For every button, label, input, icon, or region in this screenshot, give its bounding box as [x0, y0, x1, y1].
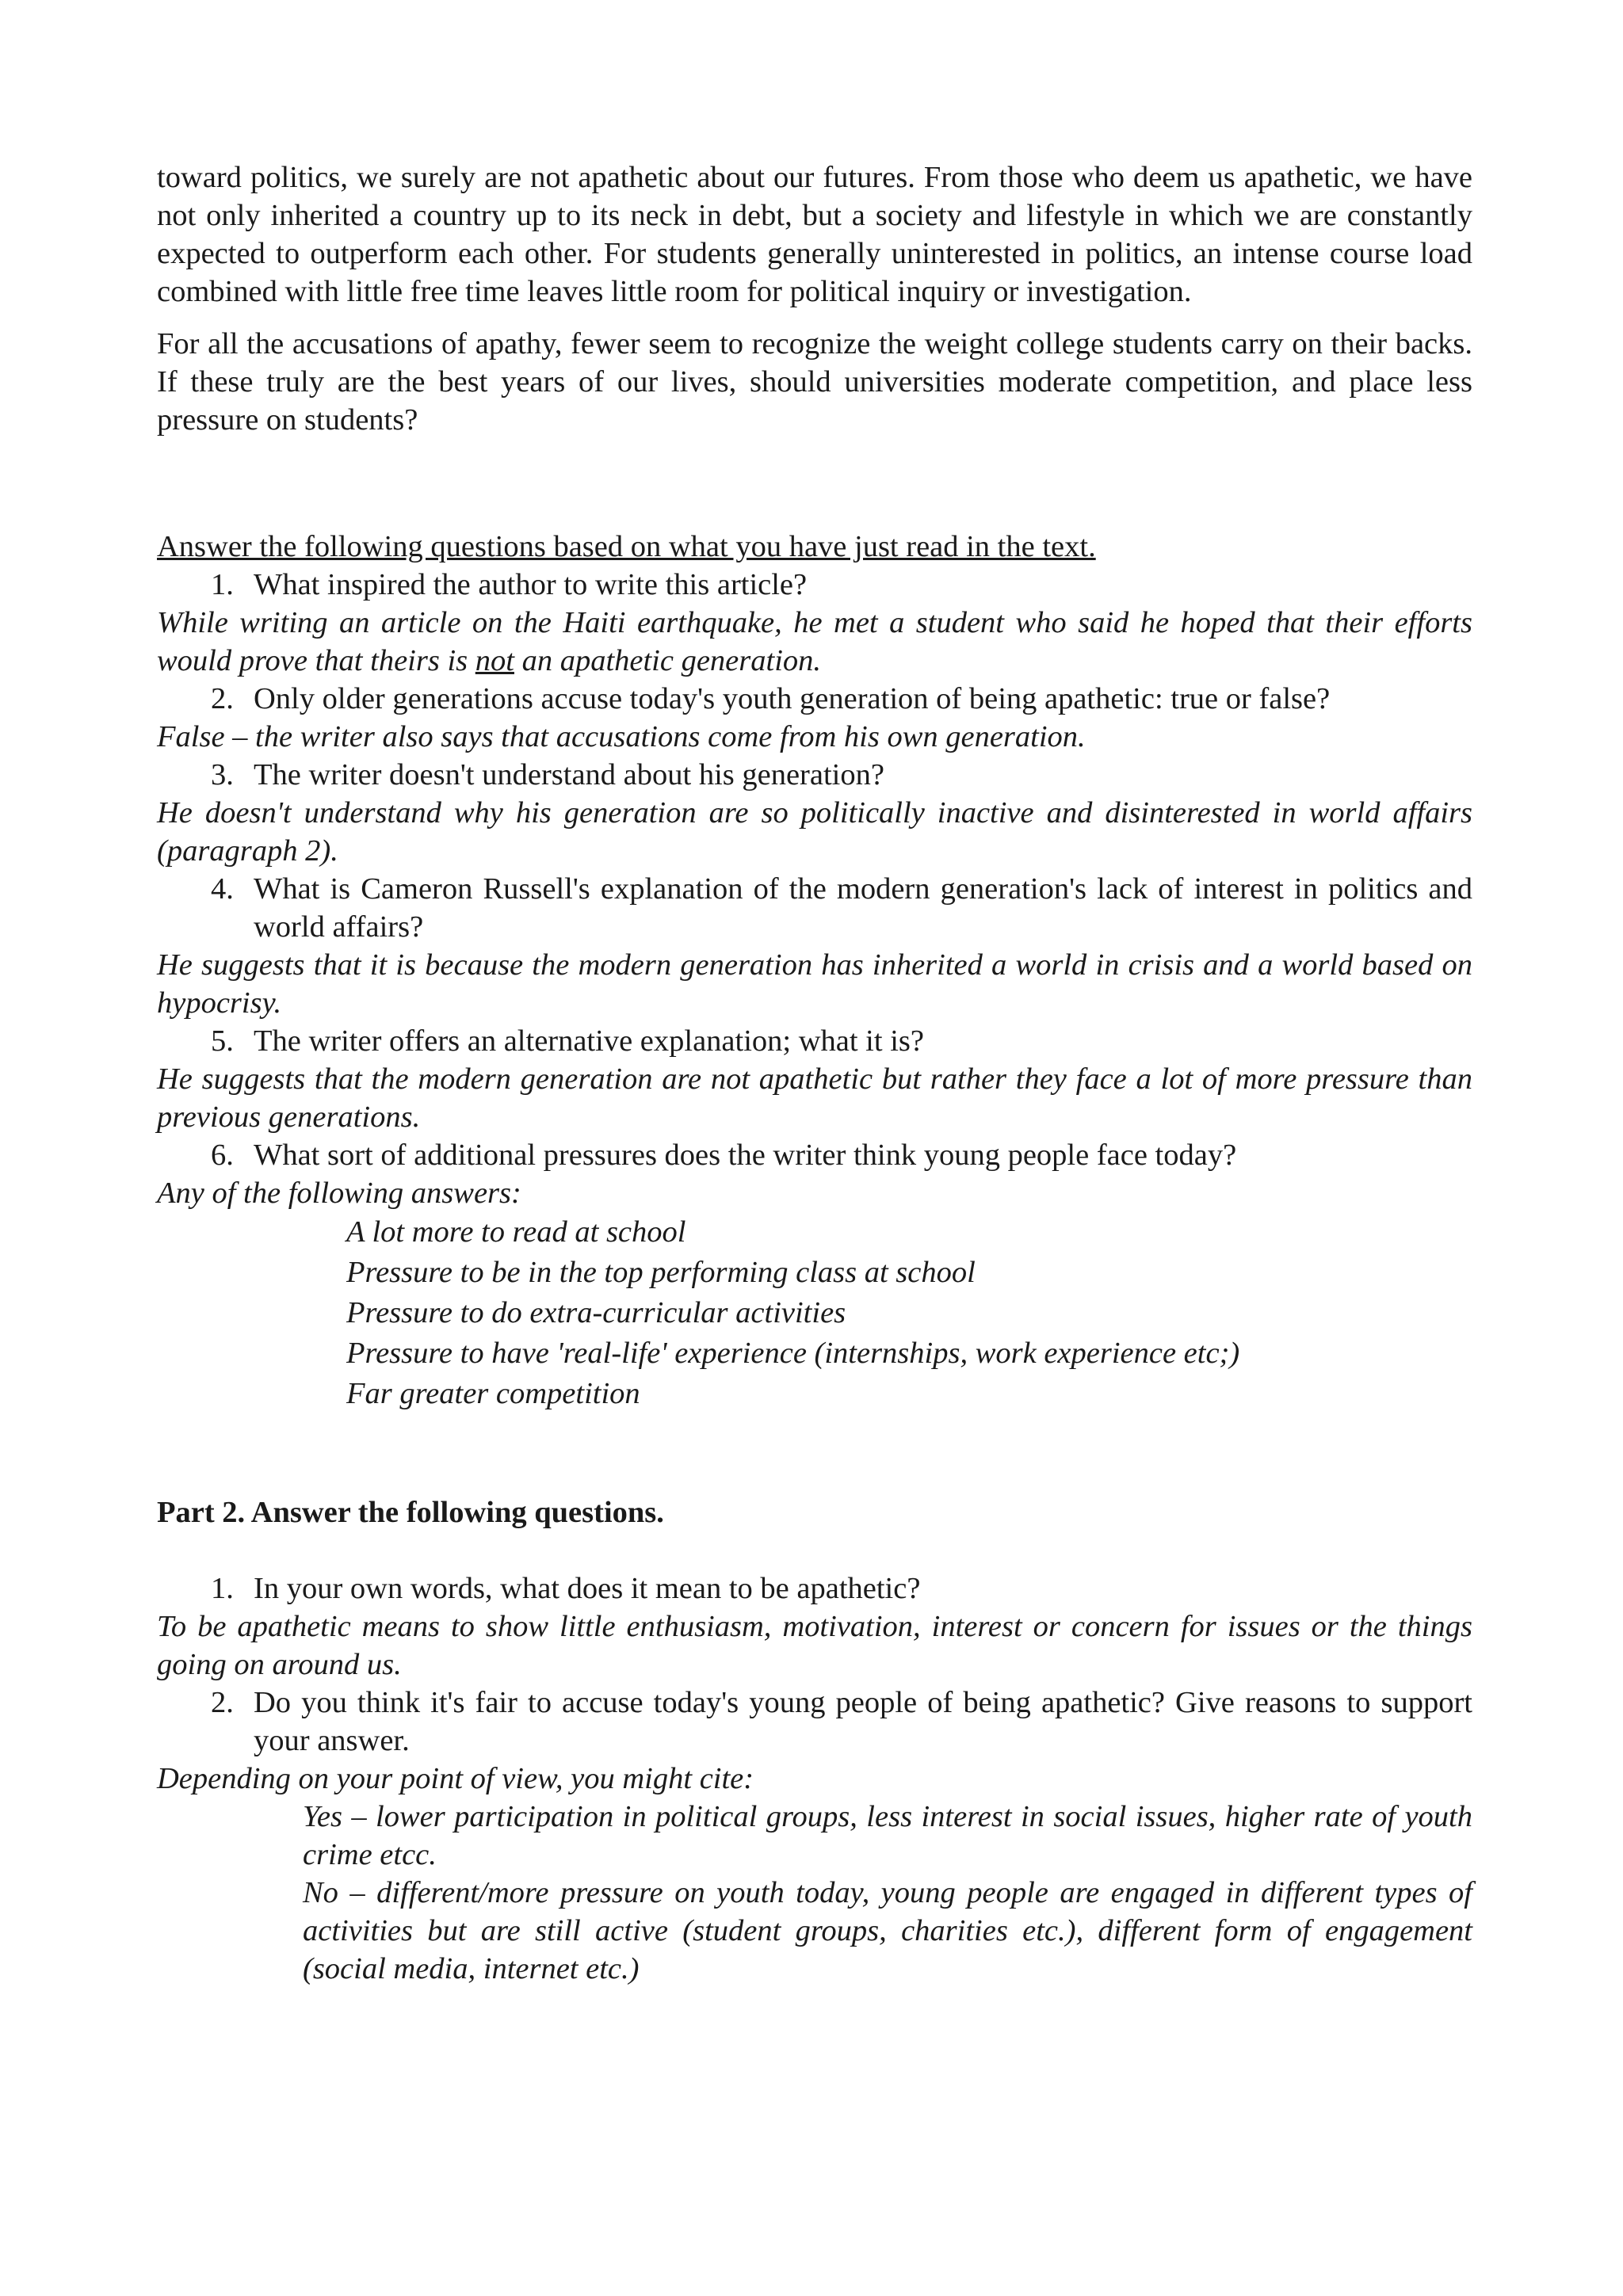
- question-number: 6.: [211, 1138, 234, 1172]
- part1-answer-6-list: [157, 1212, 1472, 1414]
- part1-answer-4: He suggests that it is because the modern generation has inherited a world in crisis and a world based on hypocrisy.: [157, 948, 1472, 1020]
- square-bullet-icon: [304, 1253, 346, 1293]
- emphasis-not: not: [475, 644, 514, 677]
- part2-question-2: [211, 1684, 1472, 1760]
- question-number: 2.: [211, 1686, 234, 1719]
- part2-answer-1: To be apathetic means to show little enthusiasm, motivation, interest or concern for issues or the things going on around us.: [157, 1610, 1472, 1681]
- list-item: No – different/more pressure on youth today, young people are engaged in different types of activities but are still active (student groups, charities etc.), different form of engagement (social media, internet etc.): [255, 1874, 1472, 1988]
- question-number: 2.: [211, 682, 234, 715]
- part1-instruction: Answer the following questions based on what you have just read in the text.: [157, 530, 1096, 563]
- list-item: Pressure to do extra-curricular activities: [304, 1293, 1472, 1333]
- part1-answer-3: He doesn't understand why his generation are so politically inactive and disinterested in world affairs (paragraph 2).: [157, 796, 1472, 868]
- intro-paragraph-1: toward politics, we surely are not apathetic about our futures. From those who deem us apathetic, we have not only inherited a country up to its neck in debt, but a society and lifestyle in which we are constantly expected to outperform each other. For students generally uninterested in politics, an intense course load combined with little free time leaves little room for political inquiry or investigation.: [157, 161, 1472, 308]
- question-number: 3.: [211, 758, 234, 791]
- part2-question-1: [211, 1569, 1472, 1608]
- square-bullet-icon: [255, 1874, 303, 1988]
- part1-question-5: [211, 1022, 1472, 1060]
- square-bullet-icon: [304, 1333, 346, 1374]
- square-bullet-icon: [304, 1293, 346, 1333]
- question-text: What inspired the author to write this article?: [254, 568, 808, 601]
- question-number: 1.: [211, 1572, 234, 1605]
- question-text: The writer offers an alternative explanation; what it is?: [254, 1024, 924, 1058]
- part1-answer-1: While writing an article on the Haiti earthquake, he met a student who said he hoped that their efforts would prove that theirs is not an apathetic generation.: [157, 606, 1472, 677]
- part1-question-3: [211, 756, 1472, 794]
- question-text: Only older generations accuse today's youth generation of being apathetic: true or false?: [254, 682, 1331, 715]
- part2-heading: Part 2. Answer the following questions.: [157, 1496, 664, 1529]
- square-bullet-icon: [304, 1212, 346, 1253]
- part1-question-6: [211, 1136, 1472, 1174]
- question-text: Do you think it's fair to accuse today's young people of being apathetic? Give reasons to support your answer.: [254, 1686, 1472, 1757]
- question-number: 1.: [211, 568, 234, 601]
- question-text: In your own words, what does it mean to be apathetic?: [254, 1572, 921, 1605]
- list-item: Pressure to have 'real-life' experience (internships, work experience etc;): [304, 1333, 1472, 1374]
- question-text: What is Cameron Russell's explanation of the modern generation's lack of interest in politics and world affairs?: [254, 872, 1472, 944]
- part2-answer-2: Depending on your point of view, you might cite:: [157, 1762, 754, 1795]
- list-item: Yes – lower participation in political groups, less interest in social issues, higher rate of youth crime etcc.: [255, 1798, 1472, 1874]
- square-bullet-icon: [255, 1798, 303, 1874]
- list-item: A lot more to read at school: [304, 1212, 1472, 1253]
- part1-answer-2: False – the writer also says that accusations come from his own generation.: [157, 720, 1086, 753]
- list-item: Pressure to be in the top performing class at school: [304, 1253, 1472, 1293]
- part1-answer-5: He suggests that the modern generation are not apathetic but rather they face a lot of more pressure than previous generations.: [157, 1062, 1472, 1134]
- square-bullet-icon: [304, 1374, 346, 1414]
- question-text: What sort of additional pressures does the writer think young people face today?: [254, 1138, 1237, 1172]
- question-number: 5.: [211, 1024, 234, 1058]
- intro-paragraph-2: For all the accusations of apathy, fewer seem to recognize the weight college students carry on their backs. If these truly are the best years of our lives, should universities moderate competition, and place less pressure on students?: [157, 327, 1472, 437]
- part2-answer-2-list: [157, 1798, 1472, 1988]
- part1-question-4: [211, 870, 1472, 946]
- list-item: Far greater competition: [304, 1374, 1472, 1414]
- part1-question-2: [211, 680, 1472, 718]
- part1-question-1: [211, 566, 1472, 604]
- question-number: 4.: [211, 872, 234, 906]
- question-text: The writer doesn't understand about his generation?: [254, 758, 884, 791]
- part1-answer-6: Any of the following answers:: [157, 1177, 521, 1210]
